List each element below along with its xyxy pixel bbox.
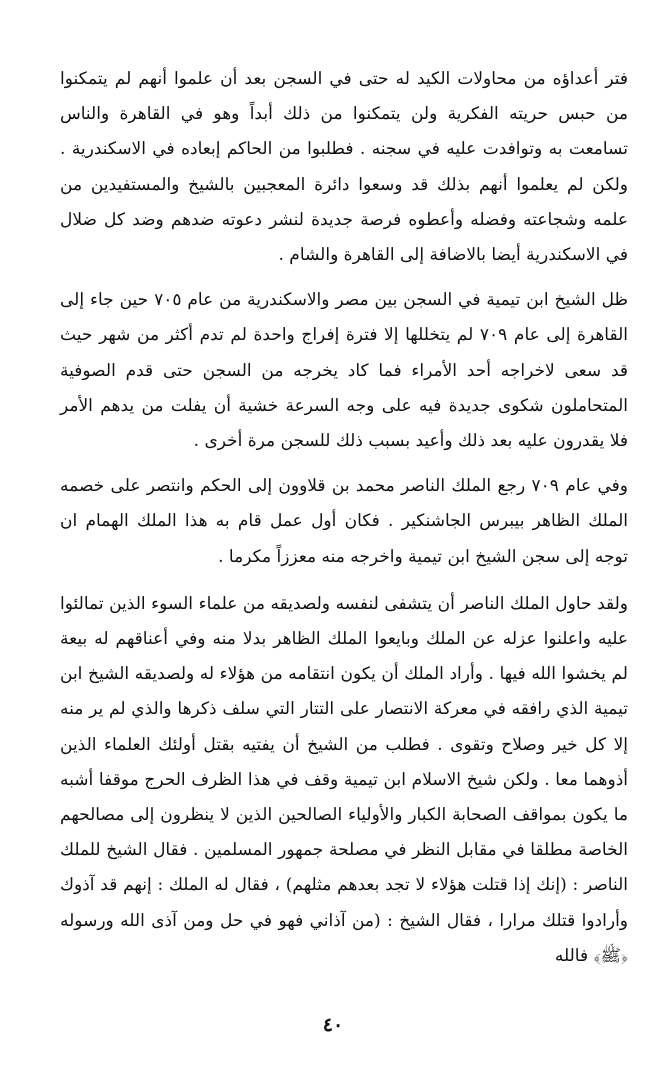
paragraph-3: وفي عام ٧٠٩ رجع الملك الناصر محمد بن قلاوون إلى الحكم وانتصر على خصمه الملك الظاهر بيبرس الجاشنكير . فكان أول عمل قام به هذا الملك الهمام ان توجه إلى سجن الشيخ ابن تيمية واخرجه منه معززاً مكرما . [60, 476, 628, 567]
page-body [60, 62, 628, 974]
page-number: ٤٠ [322, 1014, 344, 1036]
paragraph-2: ظل الشيخ ابن تيمية في السجن بين مصر والاسكندرية من عام ٧٠٥ حين جاء إلى القاهرة إلى عام ٧٠٩ لم يتخللها إلا فترة إفراج واحدة لم تدم أكثر من شهر حيث قد سعى لاخراجه أحد الأمراء فما كاد يخرجه من السجن حتى قدم الصوفية المتحاملون شكوى جديدة فيه على وجه السرعة خشية أن يفلت من يدهم الأمر فلا يقدرون عليه بعد ذلك وأعيد بسبب ذلك للسجن مرة أخرى . [60, 290, 629, 452]
paragraph-4: ولقد حاول الملك الناصر أن يتشفى لنفسه ولصديقه من علماء السوء الذين تمالئوا عليه واعلنوا عزله عن الملك وبايعوا الملك الظاهر بدلا منه وفي أعناقهم له بيعة لم يخشوا الله فيها . وأراد الملك أن يكون انتقامه من هؤلاء له ولصديقه الشيخ ابن تيمية الذي رافقه في معركة الانتصار على التتار التي سلف ذكرها والذي لم ير منه إلا كل خير وصلاح وتقوى . فطلب من الشيخ أن يفتيه بقتل أولئك العلماء الذين أذوهما معا . ولكن شيخ الاسلام ابن تيمية وقف في هذا الظرف الحرج موقفا أشبه ما يكون بمواقف الصحابة الكبار والأولياء الصالحين الذين لا ينظرون إلى مصالحهم الخاصة مطلقا في مقابل النظر في مصلحة جمهور المسلمين . فقال الشيخ للملك الناصر : (إنك إذا قتلت هؤلاء لا تجد بعدهم مثلهم) ، فقال له الملك : إنهم قد آذوك وأرادوا قتلك مرارا ، فقال الشيخ : (من آذاني فهو في حل ومن آذى الله ورسوله ﴿ﷺ﴾ فالله [60, 593, 628, 966]
paragraph-1: فتر أعداؤه من محاولات الكيد له حتى في السجن بعد أن علموا أنهم لم يتمكنوا من حبس حريته الفكرية ولن يتمكنوا من ذلك أبداً وهو في القاهرة والناس تسامعت به وتوافدت عليه في سجنه . فطلبوا من الحاكم إبعاده في الاسكندرية . ولكن لم يعلموا أنهم بذلك قد وسعوا دائرة المعجبين بالشيخ والمستفيدين من علمه وشجاعته وفضله وأعطوه فرصة جديدة لنشر دعوته ضدهم وضد كل ضلال في الاسكندرية أيضا بالاضافة إلى القاهرة والشام . [60, 69, 628, 266]
